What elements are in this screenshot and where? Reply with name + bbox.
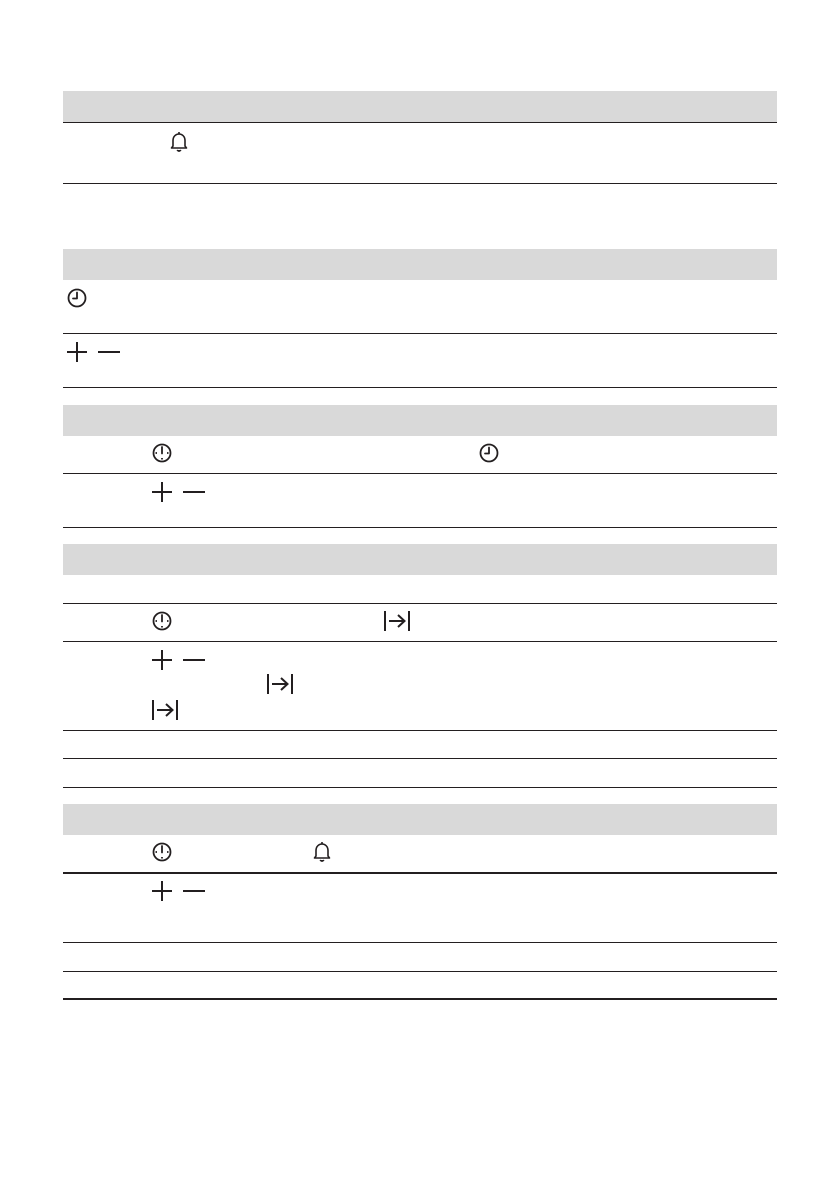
section-1-rule-top <box>63 122 777 123</box>
timer-icon <box>152 611 172 631</box>
minus-icon <box>183 482 205 502</box>
section-2-rule-2 <box>63 387 777 388</box>
section-5-rule-3 <box>63 971 777 972</box>
clock-icon <box>67 288 87 308</box>
section-4-header <box>63 544 777 575</box>
plus-icon <box>152 650 172 670</box>
end-arrow-icon <box>151 699 179 721</box>
timer-icon <box>152 443 172 463</box>
section-4-rule-4 <box>63 758 777 759</box>
minus-icon <box>183 881 205 901</box>
section-4-rule-3 <box>63 730 777 731</box>
timer-icon <box>152 842 172 862</box>
clock-icon <box>479 443 499 463</box>
section-1-rule-bottom <box>63 183 777 184</box>
section-3-header <box>63 405 777 436</box>
section-5-rule-bottom <box>63 998 777 1000</box>
section-3-rule-2 <box>63 527 777 528</box>
section-5-rule-2 <box>63 942 777 943</box>
section-4-rule-1 <box>63 603 777 604</box>
minus-icon <box>183 650 205 670</box>
section-4-rule-5 <box>63 787 777 788</box>
plus-icon <box>67 342 87 362</box>
section-3-rule-1 <box>63 473 777 474</box>
section-5-rule-1 <box>63 872 777 874</box>
section-2-rule-1 <box>63 333 777 334</box>
section-4-rule-2 <box>63 641 777 642</box>
end-arrow-icon <box>266 673 294 695</box>
plus-icon <box>152 482 172 502</box>
bell-icon <box>170 131 188 153</box>
minus-icon <box>98 342 120 362</box>
section-1-header <box>63 91 777 122</box>
bell-icon <box>313 841 331 863</box>
plus-icon <box>152 881 172 901</box>
section-5-header <box>63 804 777 835</box>
section-2-header <box>63 249 777 280</box>
end-arrow-icon <box>383 610 411 632</box>
